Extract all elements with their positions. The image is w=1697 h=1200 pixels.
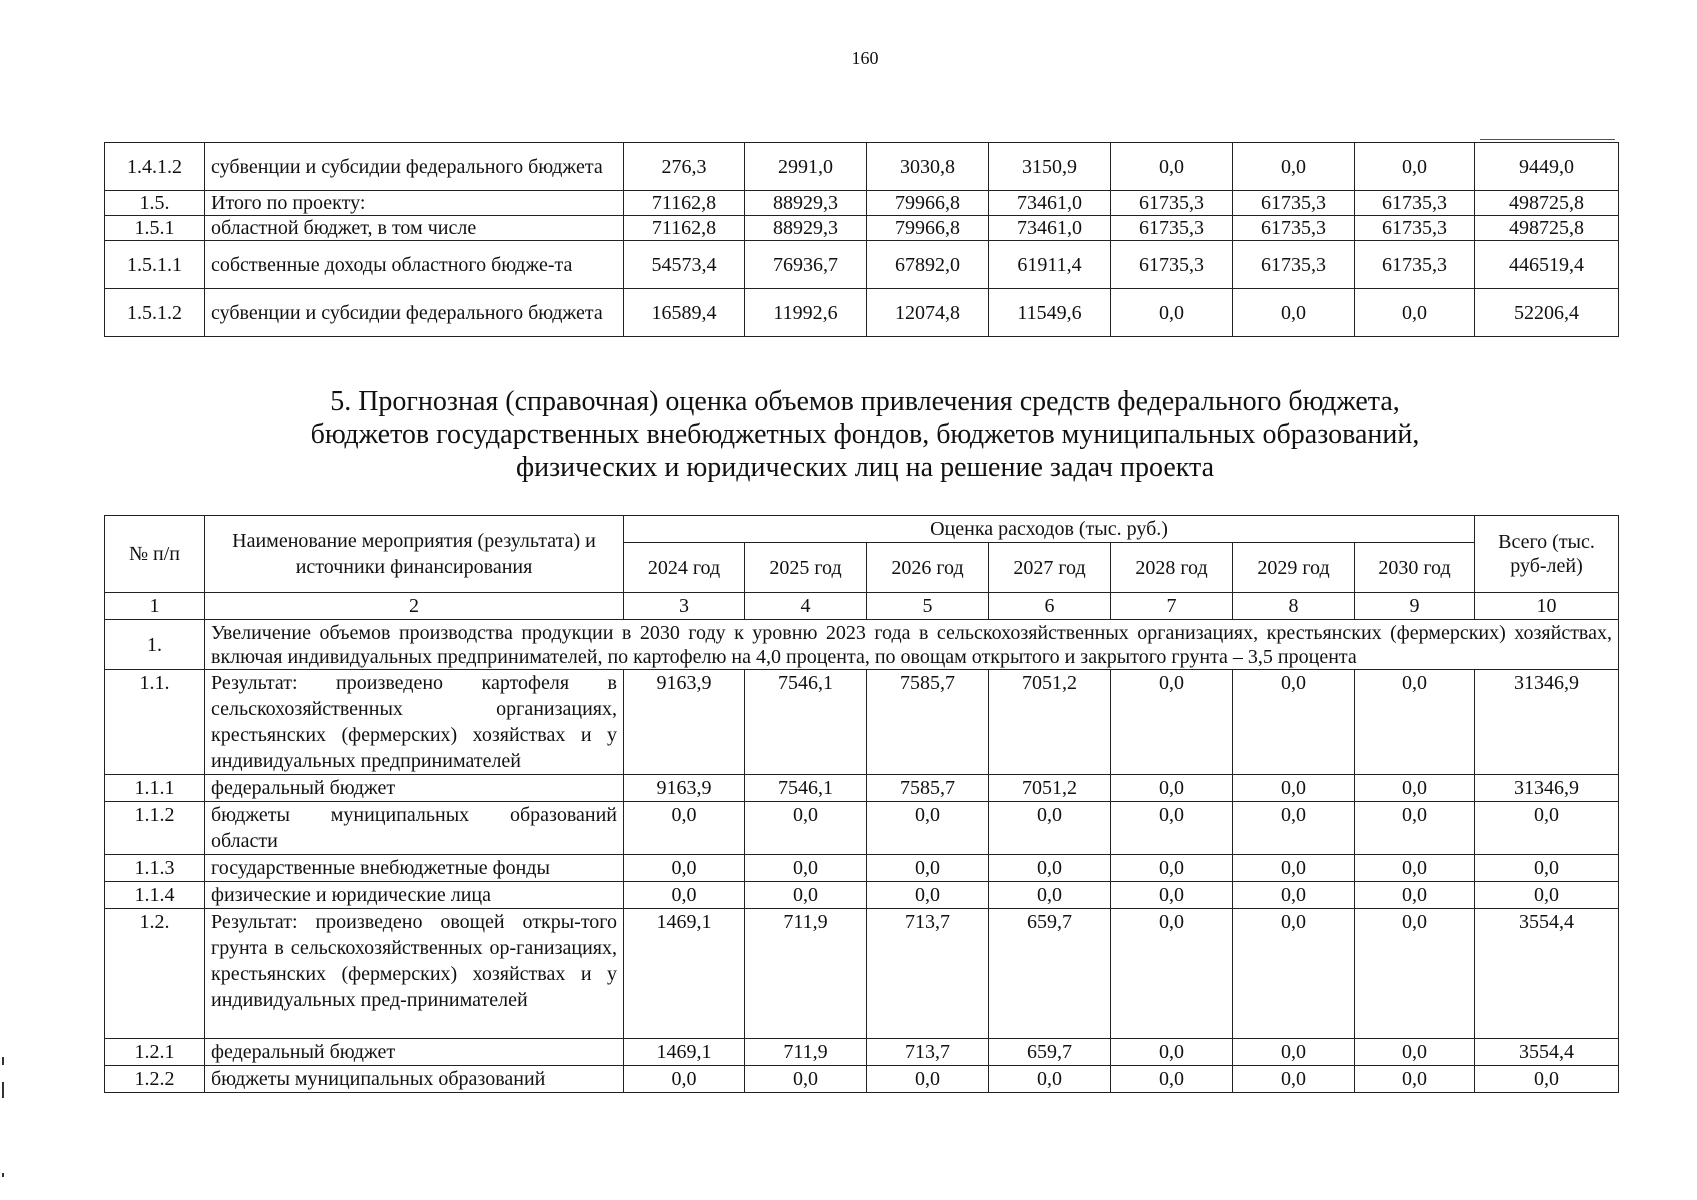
column-number: 5 (867, 593, 989, 620)
row-number: 1.1.1 (105, 775, 205, 802)
row-name: областной бюджет, в том числе (205, 216, 624, 241)
page-number: 160 (851, 48, 879, 68)
value-cell: 0,0 (1111, 289, 1233, 337)
row-name: бюджеты муниципальных образований области (205, 802, 624, 855)
value-cell: 31346,9 (1475, 775, 1619, 802)
value-cell: 0,0 (1233, 802, 1355, 855)
value-cell: 0,0 (1111, 775, 1233, 802)
row-number: 1.4.1.2 (105, 143, 205, 191)
column-number: 3 (624, 593, 745, 620)
column-number: 4 (745, 593, 867, 620)
task-number: 1. (105, 620, 205, 670)
value-cell: 7585,7 (867, 670, 989, 775)
value-cell: 713,7 (867, 1039, 989, 1066)
value-cell: 3554,4 (1475, 1039, 1619, 1066)
value-cell: 0,0 (1475, 855, 1619, 882)
value-cell: 0,0 (745, 855, 867, 882)
value-cell: 0,0 (989, 882, 1111, 909)
budget-table-continuation (104, 142, 1619, 337)
row-name: федеральный бюджет (205, 1039, 624, 1066)
value-cell: 0,0 (1111, 1066, 1233, 1093)
table-row (105, 216, 1619, 241)
value-cell: 0,0 (1355, 1039, 1475, 1066)
value-cell: 0,0 (1355, 143, 1475, 191)
row-number: 1.1. (105, 670, 205, 775)
column-number: 6 (989, 593, 1111, 620)
row-number: 1.2. (105, 909, 205, 1039)
margin-mark (2, 1173, 4, 1177)
margin-mark (2, 1057, 4, 1065)
value-cell: 71162,8 (624, 216, 745, 241)
value-cell: 0,0 (624, 855, 745, 882)
value-cell: 0,0 (745, 1066, 867, 1093)
value-cell: 0,0 (867, 882, 989, 909)
value-cell: 0,0 (1233, 855, 1355, 882)
value-cell: 0,0 (1233, 670, 1355, 775)
table-row (105, 241, 1619, 289)
column-number: 7 (1111, 593, 1233, 620)
column-number: 9 (1355, 593, 1475, 620)
value-cell: 9449,0 (1475, 143, 1619, 191)
row-name: субвенции и субсидии федерального бюджета (205, 289, 624, 337)
row-number: 1.1.3 (105, 855, 205, 882)
value-cell: 61735,3 (1111, 241, 1233, 289)
table-row (105, 802, 1619, 855)
value-cell: 0,0 (1111, 1039, 1233, 1066)
value-cell: 0,0 (1355, 775, 1475, 802)
table-row (105, 670, 1619, 775)
value-cell: 0,0 (1355, 882, 1475, 909)
row-name: Итого по проекту: (205, 191, 624, 216)
table-row (105, 882, 1619, 909)
value-cell: 11549,6 (989, 289, 1111, 337)
row-number: 1.1.4 (105, 882, 205, 909)
row-name: Результат: произведено овощей откры-того грунта в сельскохозяйственных ор-ганизациях, крестьянских (фермерских) хозяйствах и у индивидуальных пред-принимателей (205, 909, 624, 1039)
value-cell: 67892,0 (867, 241, 989, 289)
header-estimate: Оценка расходов (тыс. руб.) (624, 516, 1475, 543)
row-name: собственные доходы областного бюдже-та (205, 241, 624, 289)
margin-mark (2, 1082, 4, 1098)
row-number: 1.5. (105, 191, 205, 216)
value-cell: 61735,3 (1355, 216, 1475, 241)
value-cell: 0,0 (1355, 802, 1475, 855)
header-year: 2028 год (1111, 543, 1233, 593)
value-cell: 61735,3 (1233, 216, 1355, 241)
value-cell: 0,0 (867, 855, 989, 882)
value-cell: 12074,8 (867, 289, 989, 337)
value-cell: 498725,8 (1475, 216, 1619, 241)
value-cell: 76936,7 (745, 241, 867, 289)
value-cell: 61735,3 (1111, 191, 1233, 216)
value-cell: 61735,3 (1355, 191, 1475, 216)
section-title-line-1: 5. Прогнозная (справочная) оценка объемов привлечения средств федерального бюджета, (330, 386, 1400, 417)
value-cell: 0,0 (1233, 909, 1355, 1039)
value-cell: 3554,4 (1475, 909, 1619, 1039)
value-cell: 0,0 (1355, 1066, 1475, 1093)
value-cell: 3030,8 (867, 143, 989, 191)
task-row (105, 620, 1619, 670)
value-cell: 31346,9 (1475, 670, 1619, 775)
value-cell: 9163,9 (624, 670, 745, 775)
column-number: 10 (1475, 593, 1619, 620)
value-cell: 0,0 (1233, 882, 1355, 909)
table-row (105, 289, 1619, 337)
section-title-line-3: физических и юридических лиц на решение задач проекта (515, 452, 1215, 483)
value-cell: 0,0 (989, 802, 1111, 855)
table-row (105, 143, 1619, 191)
header-year: 2025 год (745, 543, 867, 593)
value-cell: 61735,3 (1111, 216, 1233, 241)
value-cell: 0,0 (1111, 143, 1233, 191)
row-name: физические и юридические лица (205, 882, 624, 909)
value-cell: 61735,3 (1233, 241, 1355, 289)
value-cell: 61735,3 (1233, 191, 1355, 216)
value-cell: 0,0 (1355, 855, 1475, 882)
section-title-line-2: бюджетов государственных внебюджетных фондов, бюджетов муниципальных образований, (310, 419, 1420, 450)
header-year: 2026 год (867, 543, 989, 593)
header-name: Наименование мероприятия (результата) и источники финансирования (205, 516, 624, 593)
value-cell: 7051,2 (989, 775, 1111, 802)
value-cell: 0,0 (867, 802, 989, 855)
value-cell: 9163,9 (624, 775, 745, 802)
header-year: 2024 год (624, 543, 745, 593)
value-cell: 79966,8 (867, 191, 989, 216)
task-text: Увеличение объемов производства продукции в 2030 году к уровню 2023 года в сельскохозяйственных организациях, крестьянских (фермерских) хозяйствах, включая индивидуальных предпринимателей, по картофелю на 4,0 процента, по овощам открытого и закрытого грунта – 3,5 процента (205, 620, 1619, 670)
table-row (105, 1066, 1619, 1093)
value-cell: 52206,4 (1475, 289, 1619, 337)
value-cell: 3150,9 (989, 143, 1111, 191)
value-cell: 0,0 (1111, 802, 1233, 855)
table-row (105, 775, 1619, 802)
row-name: бюджеты муниципальных образований (205, 1066, 624, 1093)
value-cell: 0,0 (1233, 775, 1355, 802)
value-cell: 73461,0 (989, 216, 1111, 241)
value-cell: 0,0 (1233, 143, 1355, 191)
table-row (105, 855, 1619, 882)
row-number: 1.5.1.2 (105, 289, 205, 337)
value-cell: 0,0 (745, 802, 867, 855)
value-cell: 0,0 (1355, 670, 1475, 775)
header-year: 2030 год (1355, 543, 1475, 593)
table-row (105, 909, 1619, 1039)
funding-estimate-table (104, 515, 1619, 1093)
row-number: 1.5.1 (105, 216, 205, 241)
value-cell: 16589,4 (624, 289, 745, 337)
value-cell: 446519,4 (1475, 241, 1619, 289)
value-cell: 7546,1 (745, 670, 867, 775)
value-cell: 498725,8 (1475, 191, 1619, 216)
value-cell: 659,7 (989, 1039, 1111, 1066)
value-cell: 2991,0 (745, 143, 867, 191)
row-number: 1.2.1 (105, 1039, 205, 1066)
value-cell: 276,3 (624, 143, 745, 191)
value-cell: 54573,4 (624, 241, 745, 289)
value-cell: 0,0 (1355, 909, 1475, 1039)
value-cell: 0,0 (624, 1066, 745, 1093)
value-cell: 0,0 (1233, 1066, 1355, 1093)
value-cell: 88929,3 (745, 191, 867, 216)
row-name: государственные внебюджетные фонды (205, 855, 624, 882)
value-cell: 0,0 (989, 855, 1111, 882)
value-cell: 7546,1 (745, 775, 867, 802)
value-cell: 61735,3 (1355, 241, 1475, 289)
header-year: 2027 год (989, 543, 1111, 593)
value-cell: 11992,6 (745, 289, 867, 337)
value-cell: 711,9 (745, 1039, 867, 1066)
value-cell: 0,0 (745, 882, 867, 909)
value-cell: 0,0 (867, 1066, 989, 1093)
row-name: Результат: произведено картофеля в сельскохозяйственных организациях, крестьянских (фермерских) хозяйствах и у индивидуальных предпринимателей (205, 670, 624, 775)
row-name: субвенции и субсидии федерального бюджета (205, 143, 624, 191)
table-row (105, 191, 1619, 216)
value-cell: 0,0 (624, 882, 745, 909)
value-cell: 713,7 (867, 909, 989, 1039)
column-number: 2 (205, 593, 624, 620)
value-cell: 0,0 (624, 802, 745, 855)
value-cell: 88929,3 (745, 216, 867, 241)
value-cell: 0,0 (1233, 289, 1355, 337)
value-cell: 0,0 (1355, 289, 1475, 337)
column-number: 8 (1233, 593, 1355, 620)
value-cell: 7585,7 (867, 775, 989, 802)
row-name: федеральный бюджет (205, 775, 624, 802)
row-number: 1.1.2 (105, 802, 205, 855)
value-cell: 0,0 (1111, 670, 1233, 775)
row-number: 1.2.2 (105, 1066, 205, 1093)
value-cell: 61911,4 (989, 241, 1111, 289)
value-cell: 0,0 (989, 1066, 1111, 1093)
value-cell: 79966,8 (867, 216, 989, 241)
value-cell: 0,0 (1475, 1066, 1619, 1093)
value-cell: 1469,1 (624, 909, 745, 1039)
header-year: 2029 год (1233, 543, 1355, 593)
value-cell: 711,9 (745, 909, 867, 1039)
header-num: № п/п (105, 516, 205, 593)
column-number: 1 (105, 593, 205, 620)
value-cell: 0,0 (1111, 882, 1233, 909)
value-cell: 0,0 (1475, 882, 1619, 909)
header-total: Всего (тыс. руб-лей) (1475, 516, 1619, 593)
value-cell: 0,0 (1111, 855, 1233, 882)
value-cell: 0,0 (1475, 802, 1619, 855)
row-number: 1.5.1.1 (105, 241, 205, 289)
top-rule (1480, 139, 1615, 140)
section-title (0, 385, 1697, 484)
table-row (105, 1039, 1619, 1066)
value-cell: 73461,0 (989, 191, 1111, 216)
value-cell: 659,7 (989, 909, 1111, 1039)
value-cell: 71162,8 (624, 191, 745, 216)
value-cell: 0,0 (1111, 909, 1233, 1039)
value-cell: 7051,2 (989, 670, 1111, 775)
value-cell: 0,0 (1233, 1039, 1355, 1066)
value-cell: 1469,1 (624, 1039, 745, 1066)
